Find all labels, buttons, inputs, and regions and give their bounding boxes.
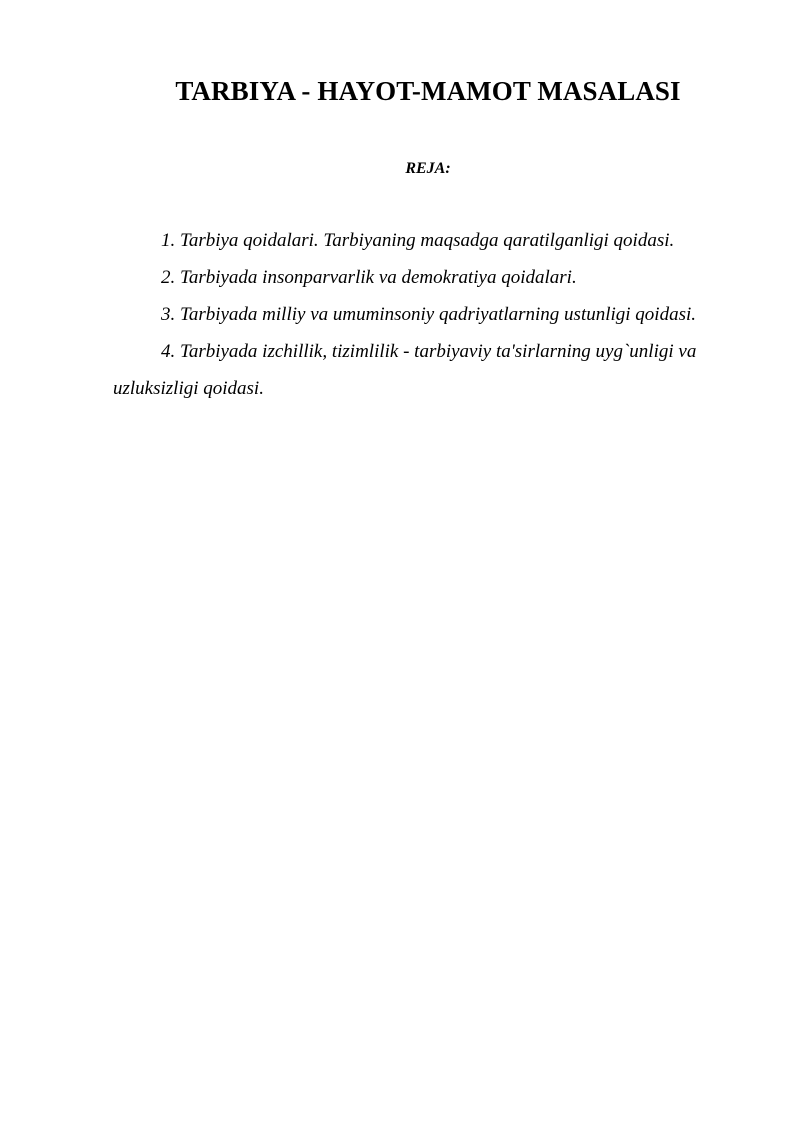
- plan-item: 3. Tarbiyada milliy va umuminsoniy qadriyatlarning ustunligi qoidasi.: [161, 304, 697, 325]
- plan-item: 4. Tarbiyada izchillik, tizimlilik - tarbiyaviy ta'sirlarning uyg`unligi va uzluksizligi qoidasi.: [113, 341, 697, 399]
- plan-heading: REJA:: [405, 160, 451, 177]
- plan-item: 2. Tarbiyada insonparvarlik va demokratiya qoidalari.: [161, 267, 577, 288]
- plan-list: [113, 222, 703, 407]
- plan-item: 1. Tarbiya qoidalari. Tarbiyaning maqsadga qaratilganligi qoidasi.: [161, 230, 675, 251]
- document-title: TARBIYA - HAYOT-MAMOT MASALASI: [175, 76, 681, 106]
